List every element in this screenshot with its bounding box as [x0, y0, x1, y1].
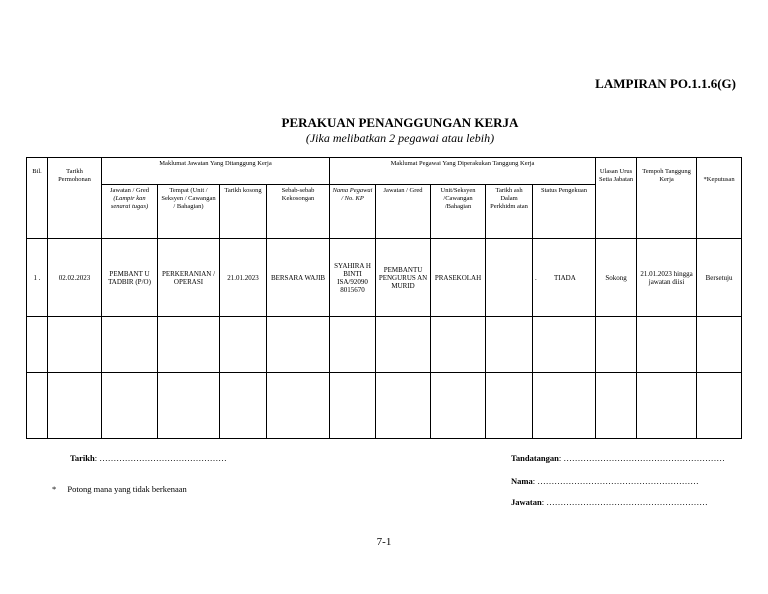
- footnote: [52, 484, 187, 494]
- jawatan-dots: : …………………………………………………: [541, 497, 708, 507]
- empty-cell: [376, 317, 431, 373]
- tarikh-dots: : ………………………………………: [94, 453, 227, 463]
- empty-cell: [220, 317, 267, 373]
- cell-tarikh-kosong: 21.01.2023: [220, 239, 267, 317]
- header-unit: Unit/Seksyen /Cawangan /Bahagian: [431, 185, 486, 239]
- cell-status-mark: .: [535, 273, 537, 282]
- empty-cell: [102, 373, 158, 439]
- empty-cell: [697, 317, 742, 373]
- form-title: PERAKUAN PENANGGUNGAN KERJA: [281, 115, 519, 130]
- empty-cell: [596, 317, 637, 373]
- header-jawatan-note: (Lampir kan senarai tugas): [110, 195, 149, 210]
- cell-tempoh: 21.01.2023 hingga jawatan diisi: [637, 239, 697, 317]
- header-status: Status Pengekuan: [533, 185, 596, 239]
- tarikh-line: [70, 453, 227, 463]
- empty-cell: [637, 373, 697, 439]
- header-jawatan2: Jawatan / Gred: [376, 185, 431, 239]
- empty-cell: [533, 317, 596, 373]
- footnote-text: Potong mana yang tidak berkenaan: [67, 484, 187, 494]
- empty-cell: [330, 373, 376, 439]
- jawatan-label: Jawatan: [511, 497, 542, 507]
- page-number: 7-1: [376, 536, 392, 548]
- nama-dots: : …………………………………………………: [532, 476, 699, 486]
- table-row: [27, 239, 742, 317]
- table-row: [27, 373, 742, 439]
- empty-cell: [486, 317, 533, 373]
- header-group-jawatan: Maklumat Jawatan Yang Ditanggung Kerja: [102, 158, 330, 185]
- cell-jawatan: PEMBANT U TADBIR (P/O): [102, 239, 158, 317]
- nama-line: [511, 476, 699, 486]
- header-jawatan-gred: [102, 185, 158, 239]
- header-group-pegawai: Maklumat Pegawai Yang Diperakukan Tanggung Kerja: [330, 158, 596, 185]
- cell-tarikh-dalam: [486, 239, 533, 317]
- empty-cell: [533, 373, 596, 439]
- empty-cell: [637, 317, 697, 373]
- header-nama: Nama Pegawai / No. KP: [330, 185, 376, 239]
- cell-tarikh-permohonan: 02.02.2023: [48, 239, 102, 317]
- empty-cell: [27, 373, 48, 439]
- nama-label: Nama: [511, 476, 533, 486]
- header-bil: Bil.: [27, 158, 48, 239]
- empty-cell: [267, 317, 330, 373]
- cell-ulasan: Sokong: [596, 239, 637, 317]
- empty-cell: [102, 317, 158, 373]
- cell-keputusan: Bersetuju: [697, 239, 742, 317]
- empty-cell: [596, 373, 637, 439]
- footnote-star: *: [52, 484, 57, 494]
- form-reference: LAMPIRAN PO.1.1.6(G): [595, 76, 736, 91]
- header-tempat: Tempat (Unit / Seksyen / Cawangan / Bahagian): [158, 185, 220, 239]
- empty-cell: [158, 373, 220, 439]
- form-subtitle: (Jika melibatkan 2 pegawai atau lebih): [305, 131, 495, 145]
- form-table: [26, 157, 742, 439]
- empty-cell: [27, 317, 48, 373]
- empty-cell: [267, 373, 330, 439]
- tarikh-label: Tarikh: [70, 453, 95, 463]
- cell-nama: SYAHIRA H BINTI ISA/92090 8015670: [330, 239, 376, 317]
- header-tarikh-permohonan: Tarikh Permohonan: [48, 158, 102, 239]
- cell-jawatan2: PEMBANTU PENGURUS AN MURID: [376, 239, 431, 317]
- header-jawatan-gred-label: Jawatan / Gred: [110, 187, 149, 194]
- cell-tempat: PERKERANIAN / OPERASI: [158, 239, 220, 317]
- empty-cell: [431, 373, 486, 439]
- cell-sebab: BERSARA WAJIB: [267, 239, 330, 317]
- cell-status-value: TIADA: [554, 273, 576, 282]
- empty-cell: [486, 373, 533, 439]
- empty-cell: [697, 373, 742, 439]
- header-tempoh: Tempoh Tanggung Kerja: [637, 158, 697, 239]
- cell-bil: 1 .: [27, 239, 48, 317]
- jawatan-line: [511, 497, 708, 507]
- cell-unit: PRASEKOLAH: [431, 239, 486, 317]
- table-row: [27, 317, 742, 373]
- header-keputusan: *Keputusan: [697, 158, 742, 239]
- tandatangan-dots: : …………………………………………………: [558, 453, 725, 463]
- empty-cell: [220, 373, 267, 439]
- empty-cell: [330, 317, 376, 373]
- empty-cell: [48, 317, 102, 373]
- empty-cell: [48, 373, 102, 439]
- header-tarikh-kosong: Tarikh kosong: [220, 185, 267, 239]
- tandatangan-label: Tandatangan: [511, 453, 559, 463]
- header-tarikh-dalam: Tarikh ash Dalam Perkhidm atan: [486, 185, 533, 239]
- empty-cell: [431, 317, 486, 373]
- empty-cell: [158, 317, 220, 373]
- tandatangan-line: [511, 453, 725, 463]
- header-ulasan: Ulasan Urus Setia Jabatan: [596, 158, 637, 239]
- cell-status: [533, 239, 596, 317]
- empty-cell: [376, 373, 431, 439]
- header-sebab: Sebab-sebab Kekosongan: [267, 185, 330, 239]
